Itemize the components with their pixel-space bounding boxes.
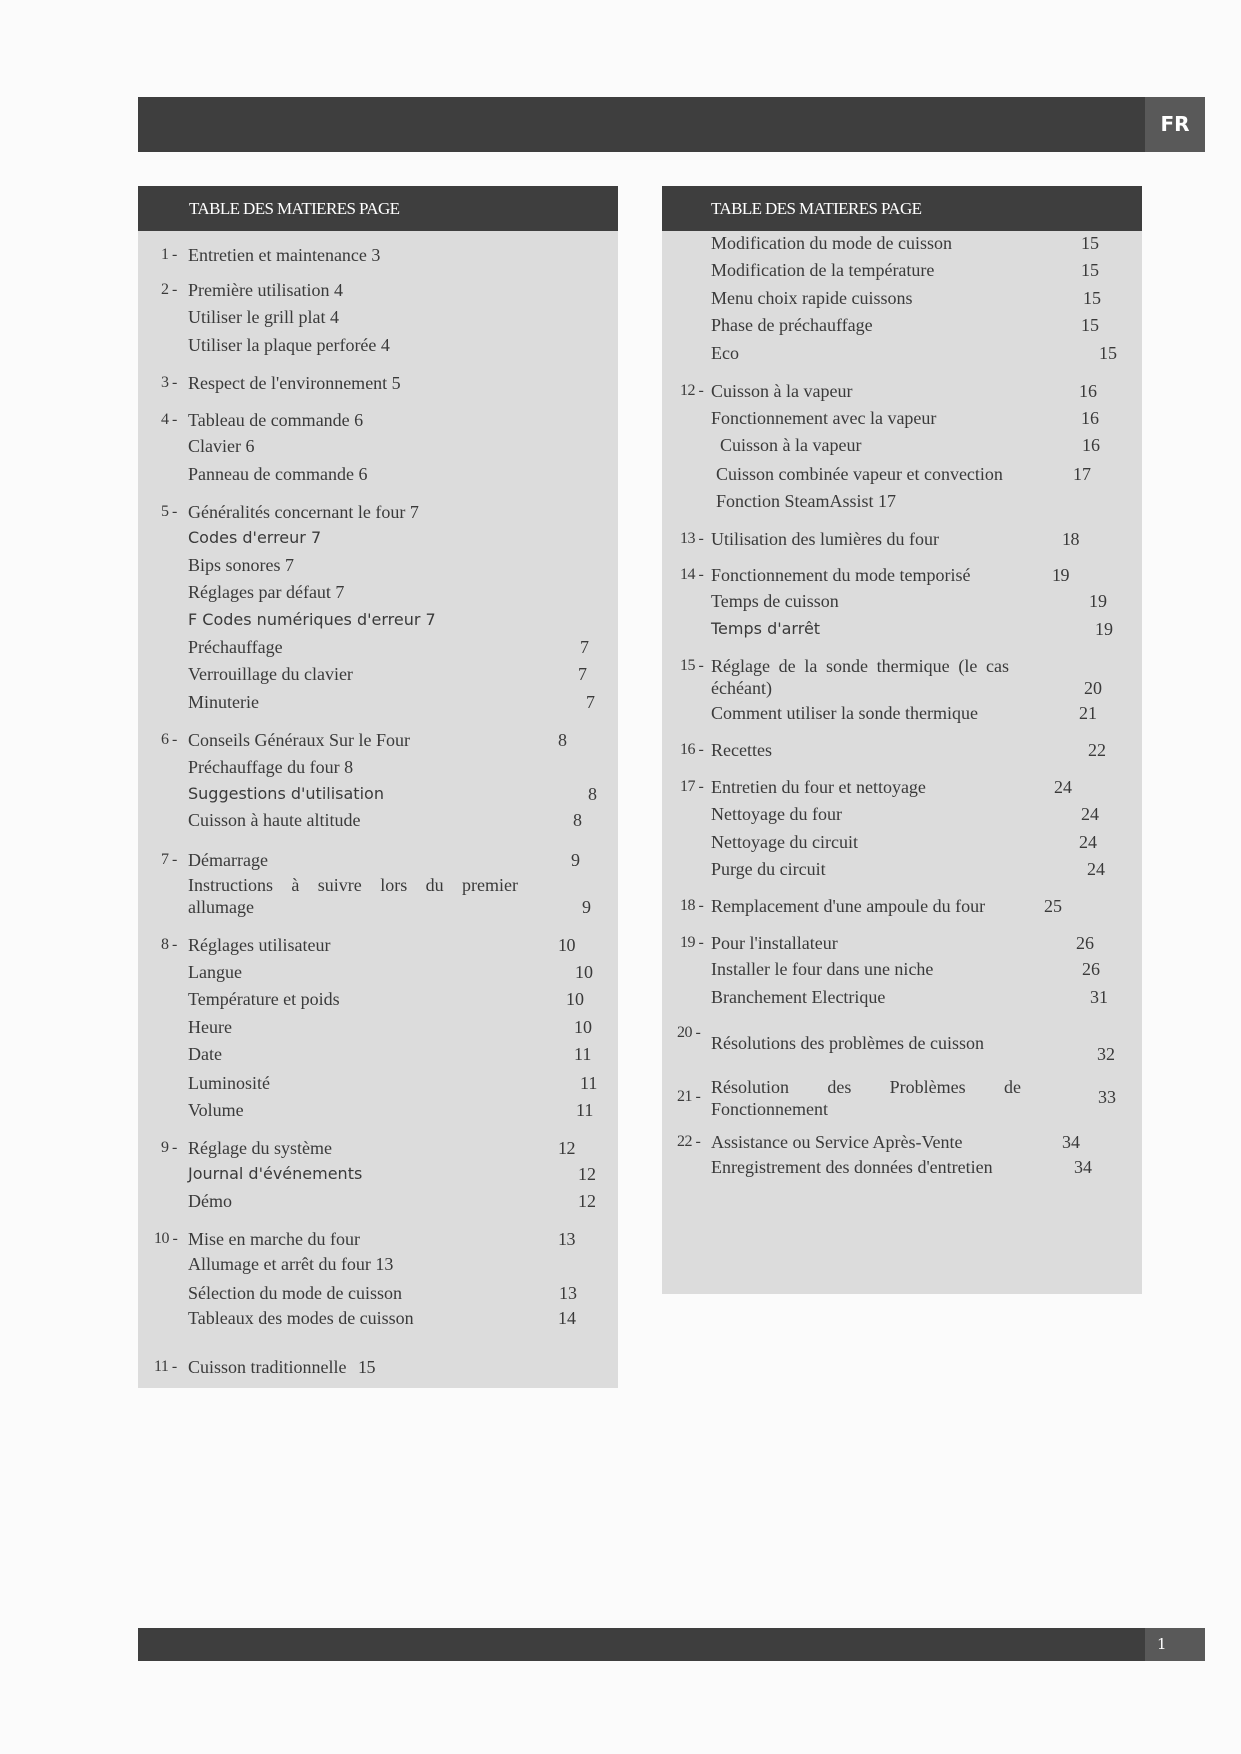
toc-page: 15	[1081, 315, 1099, 335]
toc-num: 22 -	[677, 1133, 701, 1150]
toc-subentry: Réglages par défaut 7	[188, 582, 345, 602]
toc-page: 22	[1088, 740, 1106, 760]
toc-subentry: Purge du circuit	[711, 859, 826, 879]
toc-subentry: Modification de la température	[711, 260, 935, 280]
toc-subentry: Nettoyage du circuit	[711, 832, 858, 852]
toc-subentry: Utiliser la plaque perforée 4	[188, 335, 390, 355]
toc-page: 8	[573, 810, 582, 830]
toc-entry: Pour l'installateur	[711, 933, 838, 953]
toc-page: 10	[574, 1017, 592, 1037]
toc-page: 7	[578, 664, 587, 684]
toc-column-right	[662, 186, 1142, 1294]
toc-num: 2 -	[161, 281, 177, 298]
toc-page: 20	[1084, 678, 1102, 698]
toc-subentry: Tableaux des modes de cuisson	[188, 1308, 414, 1328]
toc-subentry: Menu choix rapide cuissons	[711, 288, 913, 308]
toc-page: 16	[1079, 381, 1097, 401]
toc-entry: Remplacement d'une ampoule du four	[711, 896, 986, 916]
toc-page: 10	[575, 962, 593, 982]
toc-num: 17 -	[680, 778, 704, 795]
toc-entry: Utilisation des lumières du four	[711, 529, 939, 549]
toc-entry: Démarrage	[188, 850, 268, 870]
toc-page: 7	[580, 637, 589, 657]
toc-subentry: Démo	[188, 1191, 232, 1211]
toc-entry: Résolution des Problèmes de Fonctionnement	[711, 1077, 1021, 1119]
toc-title: TABLE DES MATIERES PAGE	[662, 186, 1142, 231]
toc-page: 9	[582, 897, 591, 917]
toc-num: 21 -	[677, 1088, 701, 1105]
toc-num: 7 -	[161, 851, 177, 868]
toc-subentry: Volume	[188, 1100, 244, 1120]
toc-page: 31	[1090, 987, 1108, 1007]
toc-page: 34	[1062, 1132, 1080, 1152]
toc-subentry: Temps de cuisson	[711, 591, 839, 611]
toc-page: 10	[558, 935, 575, 955]
toc-subentry: Luminosité	[188, 1073, 270, 1093]
toc-subentry: Journal d'événements	[188, 1164, 363, 1183]
toc-subentry: Suggestions d'utilisation	[188, 784, 384, 803]
toc-entry: Fonctionnement du mode temporisé	[711, 565, 971, 585]
toc-subentry: Date	[188, 1044, 222, 1064]
toc-entry: Assistance ou Service Après-Vente	[711, 1132, 963, 1152]
toc-subentry: Codes d'erreur 7	[188, 528, 322, 547]
toc-entry: Entretien du four et nettoyage	[711, 777, 926, 797]
toc-page: 25	[1044, 896, 1062, 916]
toc-page: 19	[1095, 619, 1113, 639]
toc-subentry: Enregistrement des données d'entretien	[711, 1157, 993, 1177]
toc-page: 15	[358, 1357, 375, 1377]
toc-page: 10	[566, 989, 584, 1009]
toc-subentry: Minuterie	[188, 692, 259, 712]
toc-entry: Tableau de commande 6	[188, 410, 364, 430]
toc-num: 6 -	[161, 731, 177, 748]
toc-page: 13	[558, 1229, 575, 1249]
toc-subentry: Préchauffage	[188, 637, 283, 657]
page-number: 1	[1145, 1628, 1205, 1661]
toc-subentry: Nettoyage du four	[711, 804, 842, 824]
toc-subentry: Verrouillage du clavier	[188, 664, 353, 684]
toc-num: 14 -	[680, 566, 704, 583]
toc-entry: Résolutions des problèmes de cuisson	[711, 1033, 984, 1053]
toc-subentry: Cuisson à haute altitude	[188, 810, 361, 830]
toc-page: 32	[1097, 1044, 1115, 1064]
toc-entry: Conseils Généraux Sur le Four	[188, 730, 410, 750]
toc-entry: Généralités concernant le four 7	[188, 502, 419, 522]
toc-page: 15	[1083, 288, 1101, 308]
toc-entry: Première utilisation 4	[188, 280, 343, 300]
toc-entry: Réglage du système	[188, 1138, 332, 1158]
toc-page: 26	[1076, 933, 1094, 953]
toc-subentry: Cuisson combinée vapeur et convection	[716, 464, 1003, 484]
toc-page: 16	[1082, 435, 1100, 455]
toc-num: 20 -	[677, 1024, 701, 1041]
toc-entry: Entretien et maintenance 3	[188, 245, 381, 265]
toc-column-left	[138, 186, 618, 1388]
toc-entry: Cuisson à la vapeur	[711, 381, 853, 401]
toc-page: 17	[1073, 464, 1091, 484]
toc-page: 14	[558, 1308, 576, 1328]
toc-subentry: Instructions à suivre lors du premier allumage	[188, 875, 518, 917]
language-label: FR	[1145, 97, 1205, 152]
toc-title: TABLE DES MATIERES PAGE	[138, 186, 618, 231]
toc-num: 15 -	[680, 657, 704, 674]
toc-entry: Cuisson traditionnelle	[188, 1357, 347, 1377]
toc-subentry: Fonctionnement avec la vapeur	[711, 408, 937, 428]
toc-subentry: Eco	[711, 343, 739, 363]
toc-page: 24	[1087, 859, 1105, 879]
toc-subentry: Utiliser le grill plat 4	[188, 307, 339, 327]
toc-subentry: Panneau de commande 6	[188, 464, 368, 484]
toc-subentry: Cuisson à la vapeur	[720, 435, 862, 455]
toc-num: 8 -	[161, 936, 177, 953]
toc-page: 11	[580, 1073, 598, 1093]
toc-num: 18 -	[680, 897, 704, 914]
toc-page: 16	[1081, 408, 1099, 428]
toc-subentry: Allumage et arrêt du four 13	[188, 1254, 394, 1274]
toc-entry: Respect de l'environnement 5	[188, 373, 401, 393]
toc-num: 10 -	[154, 1230, 178, 1247]
toc-num: 4 -	[161, 411, 177, 428]
toc-subentry: Installer le four dans une niche	[711, 959, 934, 979]
toc-page: 7	[586, 692, 595, 712]
toc-subentry: Temps d'arrêt	[711, 619, 821, 638]
toc-subentry: Phase de préchauffage	[711, 315, 873, 335]
toc-subentry: Sélection du mode de cuisson	[188, 1283, 402, 1303]
toc-page: 11	[576, 1100, 594, 1120]
toc-num: 1 -	[161, 246, 177, 263]
toc-page: 18	[1062, 529, 1079, 549]
toc-page: 11	[574, 1044, 592, 1064]
toc-page: 8	[588, 784, 597, 804]
toc-subentry: Préchauffage du four 8	[188, 757, 354, 777]
toc-page: 26	[1082, 959, 1100, 979]
toc-entry: Mise en marche du four	[188, 1229, 360, 1249]
toc-entry: Réglages utilisateur	[188, 935, 331, 955]
toc-page: 8	[558, 730, 567, 750]
toc-page: 24	[1081, 804, 1099, 824]
toc-subentry: Bips sonores 7	[188, 555, 295, 575]
toc-page: 19	[1052, 565, 1069, 585]
toc-page: 15	[1081, 260, 1099, 280]
toc-page: 15	[1081, 233, 1099, 253]
toc-entry: Réglage de la sonde thermique (le cas échéant)	[711, 656, 1009, 698]
toc-page: 12	[558, 1138, 575, 1158]
toc-page: 9	[571, 850, 580, 870]
toc-num: 13 -	[680, 530, 704, 547]
toc-subentry: Branchement Electrique	[711, 987, 886, 1007]
toc-subentry: Comment utiliser la sonde thermique	[711, 703, 978, 723]
toc-num: 12 -	[680, 382, 704, 399]
toc-subentry: Température et poids	[188, 989, 340, 1009]
toc-num: 19 -	[680, 934, 704, 951]
toc-page: 33	[1098, 1087, 1116, 1107]
toc-num: 16 -	[680, 741, 704, 758]
toc-page: 12	[578, 1191, 596, 1211]
toc-num: 9 -	[161, 1139, 177, 1156]
toc-page: 21	[1079, 703, 1097, 723]
toc-subentry: F Codes numériques d'erreur 7	[188, 610, 436, 629]
toc-subentry: Modification du mode de cuisson	[711, 233, 952, 253]
toc-page: 15	[1099, 343, 1117, 363]
toc-num: 5 -	[161, 503, 177, 520]
toc-subentry: Clavier 6	[188, 436, 255, 456]
toc-num: 3 -	[161, 374, 177, 391]
toc-page: 24	[1079, 832, 1097, 852]
toc-subentry: Fonction SteamAssist 17	[716, 491, 897, 511]
toc-page: 34	[1074, 1157, 1092, 1177]
toc-page: 24	[1054, 777, 1072, 797]
toc-page: 12	[578, 1164, 596, 1184]
toc-num: 11 -	[154, 1358, 177, 1375]
toc-subentry: Heure	[188, 1017, 232, 1037]
toc-page: 13	[559, 1283, 577, 1303]
toc-subentry: Langue	[188, 962, 242, 982]
toc-page: 19	[1089, 591, 1107, 611]
toc-entry: Recettes	[711, 740, 772, 760]
header-bar	[138, 97, 1145, 152]
footer-bar	[138, 1628, 1145, 1661]
